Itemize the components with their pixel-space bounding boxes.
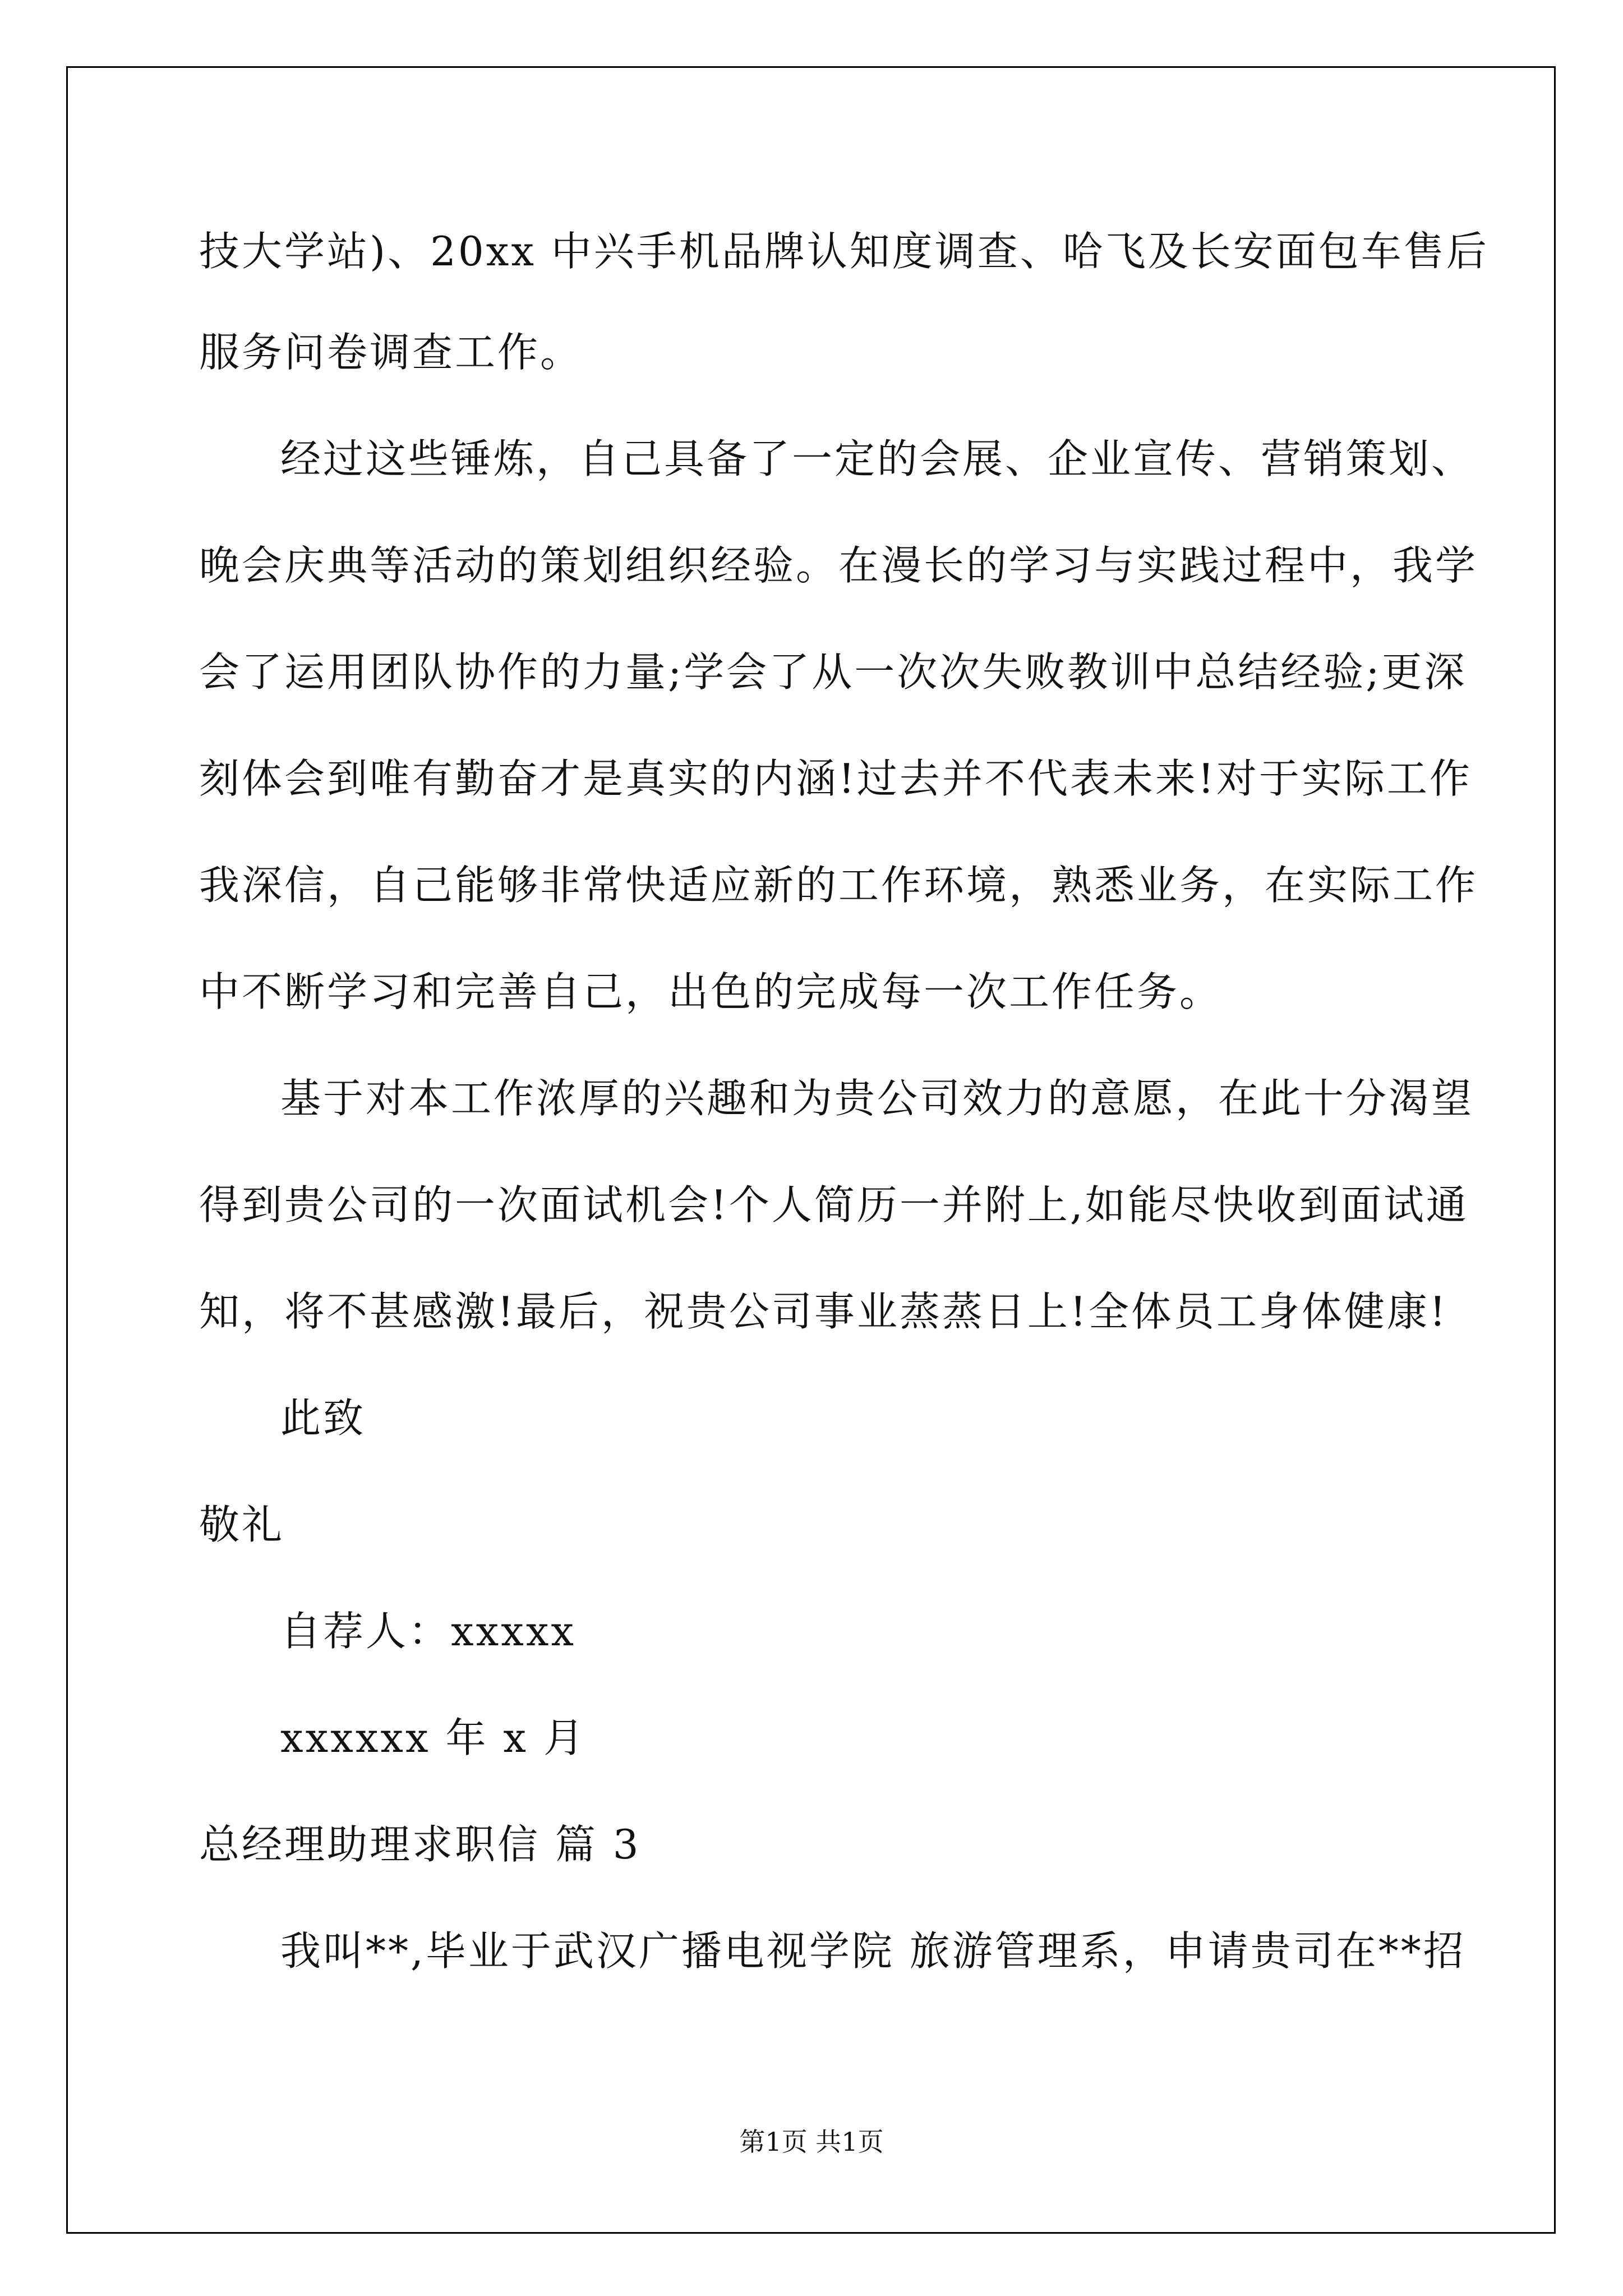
- page-footer: 第1页 共1页: [739, 2127, 884, 2157]
- text-line-7: 我深信，自己能够非常快适应新的工作环境，熟悉业务，在实际工作: [199, 862, 1478, 909]
- text-line-8: 中不断学习和完善自己，出色的完成每一次工作任务。: [199, 968, 1223, 1015]
- text-line-2: 服务问卷调查工作。: [199, 329, 583, 376]
- text-line-4: 晚会庆典等活动的策划组织经验。在漫长的学习与实践过程中，我学: [199, 542, 1478, 589]
- paragraph-start-line: 基于对本工作浓厚的兴趣和为贵公司效力的意愿，在此十分渴望: [280, 1075, 1474, 1122]
- text-line-6: 刻体会到唯有勤奋才是真实的内涵!过去并不代表未来!对于实际工作: [199, 755, 1472, 802]
- section-heading: 总经理助理求职信 篇 3: [199, 1821, 641, 1868]
- text-line-11: 知，将不甚感激!最后，祝贵公司事业蒸蒸日上!全体员工身体健康!: [199, 1288, 1448, 1335]
- text-line-10: 得到贵公司的一次面试机会!个人简历一并附上,如能尽快收到面试通: [199, 1181, 1469, 1228]
- closing-salutation: 此致: [280, 1395, 366, 1442]
- page-border: [66, 66, 1556, 2234]
- paragraph-start-line: 我叫**,毕业于武汉广播电视学院 旅游管理系，申请贵司在**招: [280, 1927, 1466, 1975]
- paragraph-start-line: 经过这些锤炼，自己具备了一定的会展、企业宣传、营销策划、: [280, 435, 1474, 482]
- text-line-5: 会了运用团队协作的力量;学会了从一次次失败教训中总结经验;更深: [199, 648, 1467, 696]
- text-line-1: 技大学站)、20xx 中兴手机品牌认知度调查、哈飞及长安面包车售后: [199, 228, 1489, 275]
- signature-line: 自荐人：xxxxx: [280, 1608, 577, 1655]
- closing-regards: 敬礼: [199, 1501, 285, 1548]
- date-line: xxxxxx 年 x 月: [280, 1714, 586, 1761]
